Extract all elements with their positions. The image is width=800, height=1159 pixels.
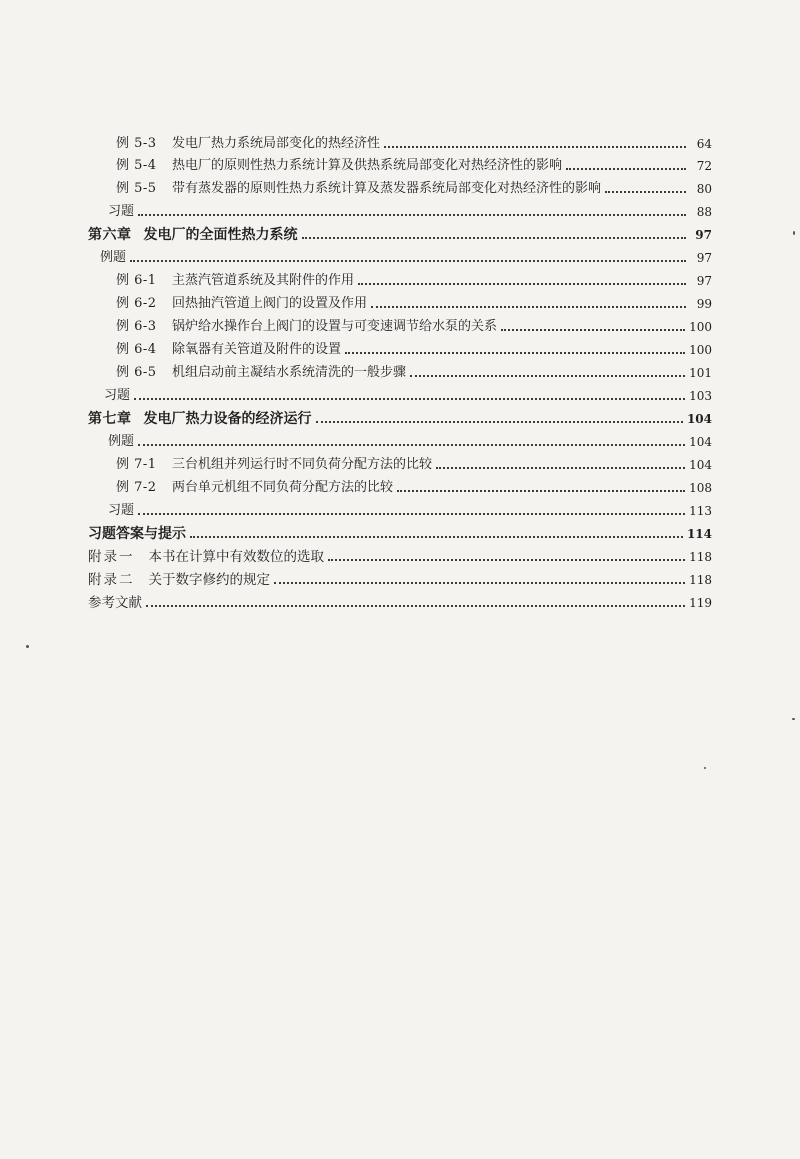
entry-title: 回热抽汽管道上阀门的设置及作用: [172, 296, 368, 311]
entry-number: 例 7-2: [116, 480, 157, 495]
page-number: 114: [686, 527, 712, 541]
scan-speck: [26, 645, 29, 648]
page-number: 118: [689, 550, 712, 564]
entry-number: 例 5-5: [116, 181, 157, 196]
page-number: 113: [689, 504, 712, 518]
toc-entry-exercises-5[interactable]: [108, 198, 712, 220]
toc-entry-answers[interactable]: [88, 520, 712, 542]
dot-leader: [397, 490, 685, 492]
entry-title: 带有蒸发器的原则性热力系统计算及蒸发器系统局部变化对热经济性的影响: [172, 181, 602, 196]
entry-title: 机组启动前主凝结水系统清洗的一般步骤: [172, 365, 407, 380]
toc-entry-chapter-7[interactable]: [88, 405, 712, 427]
entry-title: 关于数字修约的规定: [148, 572, 270, 588]
toc-entry-ex-6-1[interactable]: [116, 267, 712, 289]
dot-leader: [358, 283, 686, 285]
page-number: 97: [696, 274, 712, 288]
toc-entry-appendix-1[interactable]: [88, 543, 712, 565]
page-number: 88: [696, 205, 712, 219]
toc-entry-exercises-7[interactable]: [108, 497, 712, 519]
page-number: 99: [696, 297, 712, 311]
entry-number: 例 5-4: [116, 158, 157, 173]
page-number: 104: [689, 435, 712, 449]
dot-leader: [605, 191, 686, 193]
appendix-number: 附录一: [88, 549, 135, 565]
page-number: 119: [689, 596, 712, 610]
entry-title: 习题: [104, 388, 131, 403]
toc-entry-examples-6[interactable]: [100, 244, 712, 266]
chapter-number: 第七章: [88, 411, 132, 427]
page-number: 97: [696, 251, 712, 265]
toc-entry-ex-7-1[interactable]: [116, 451, 712, 473]
dot-leader: [134, 398, 685, 400]
entry-title: 发电厂热力系统局部变化的热经济性: [172, 136, 381, 151]
entry-title: 本书在计算中有效数位的选取: [148, 549, 324, 565]
toc-entry-ex-7-2[interactable]: [116, 474, 712, 496]
toc-entry-ex-6-3[interactable]: [116, 313, 712, 335]
page-number: 72: [696, 159, 712, 173]
dot-leader: [501, 329, 685, 331]
toc-entry-references[interactable]: [88, 589, 712, 611]
toc-entry-ex-5-3[interactable]: [116, 130, 712, 152]
toc-entry-appendix-2[interactable]: [88, 566, 712, 588]
chapter-title: 发电厂的全面性热力系统: [143, 227, 298, 243]
entry-title: 例题: [108, 434, 135, 449]
page-number: 104: [686, 412, 712, 426]
dot-leader: [345, 352, 685, 354]
entry-title: 习题: [108, 503, 135, 518]
page-number: 100: [689, 343, 712, 357]
page-number: 64: [696, 137, 712, 151]
chapter-number: 第六章: [88, 227, 132, 243]
toc-entry-chapter-6[interactable]: [88, 221, 712, 243]
scan-speck: [704, 767, 706, 769]
dot-leader: [130, 260, 686, 262]
entry-number: 例 5-3: [116, 136, 157, 151]
chapter-title: 发电厂热力设备的经济运行: [143, 411, 312, 427]
entry-title: 除氧器有关管道及附件的设置: [172, 342, 342, 357]
appendix-number: 附录二: [88, 572, 135, 588]
entry-title: 三台机组并列运行时不同负荷分配方法的比较: [172, 457, 433, 472]
entry-title: 锅炉给水操作台上阀门的设置与可变速调节给水泵的关系: [172, 319, 498, 334]
entry-number: 例 7-1: [116, 457, 157, 472]
page-number: 97: [695, 228, 712, 242]
page-number: 108: [689, 481, 712, 495]
page-number: 104: [689, 458, 712, 472]
entry-title: 两台单元机组不同负荷分配方法的比较: [172, 480, 394, 495]
entry-title: 热电厂的原则性热力系统计算及供热系统局部变化对热经济性的影响: [172, 158, 563, 173]
entry-title: 习题: [108, 204, 135, 219]
entry-title: 例题: [100, 250, 127, 265]
entry-number: 例 6-4: [116, 342, 157, 357]
dot-leader: [410, 375, 685, 377]
toc-entry-exercises-6[interactable]: [104, 382, 712, 404]
dot-leader: [302, 237, 687, 239]
dot-leader: [371, 306, 686, 308]
dot-leader: [328, 559, 685, 561]
entry-number: 例 6-5: [116, 365, 157, 380]
scan-speck: [793, 231, 795, 235]
page-number: 103: [689, 389, 712, 403]
entry-number: 例 6-2: [116, 296, 157, 311]
entry-title: 习题答案与提示: [88, 526, 186, 542]
dot-leader: [138, 444, 685, 446]
toc-entry-examples-7[interactable]: [108, 428, 712, 450]
toc-entry-ex-5-4[interactable]: [116, 152, 712, 174]
entry-title: 参考文献: [88, 595, 142, 611]
page-number: 100: [689, 320, 712, 334]
entry-number: 例 6-1: [116, 273, 157, 288]
dot-leader: [274, 582, 685, 584]
dot-leader: [138, 513, 685, 515]
toc-entry-ex-6-5[interactable]: [116, 359, 712, 381]
scan-speck: [792, 718, 795, 720]
toc-entry-ex-6-4[interactable]: [116, 336, 712, 358]
page-number: 101: [689, 366, 712, 380]
dot-leader: [384, 146, 686, 148]
dot-leader: [566, 168, 686, 170]
entry-number: 例 6-3: [116, 319, 157, 334]
toc-entry-ex-6-2[interactable]: [116, 290, 712, 312]
entry-title: 主蒸汽管道系统及其附件的作用: [172, 273, 355, 288]
dot-leader: [146, 605, 685, 607]
dot-leader: [436, 467, 685, 469]
toc-entry-ex-5-5[interactable]: [116, 175, 712, 197]
page-number: 118: [689, 573, 712, 587]
dot-leader: [316, 421, 683, 423]
dot-leader: [138, 214, 686, 216]
dot-leader: [190, 536, 683, 538]
page-number: 80: [696, 182, 712, 196]
